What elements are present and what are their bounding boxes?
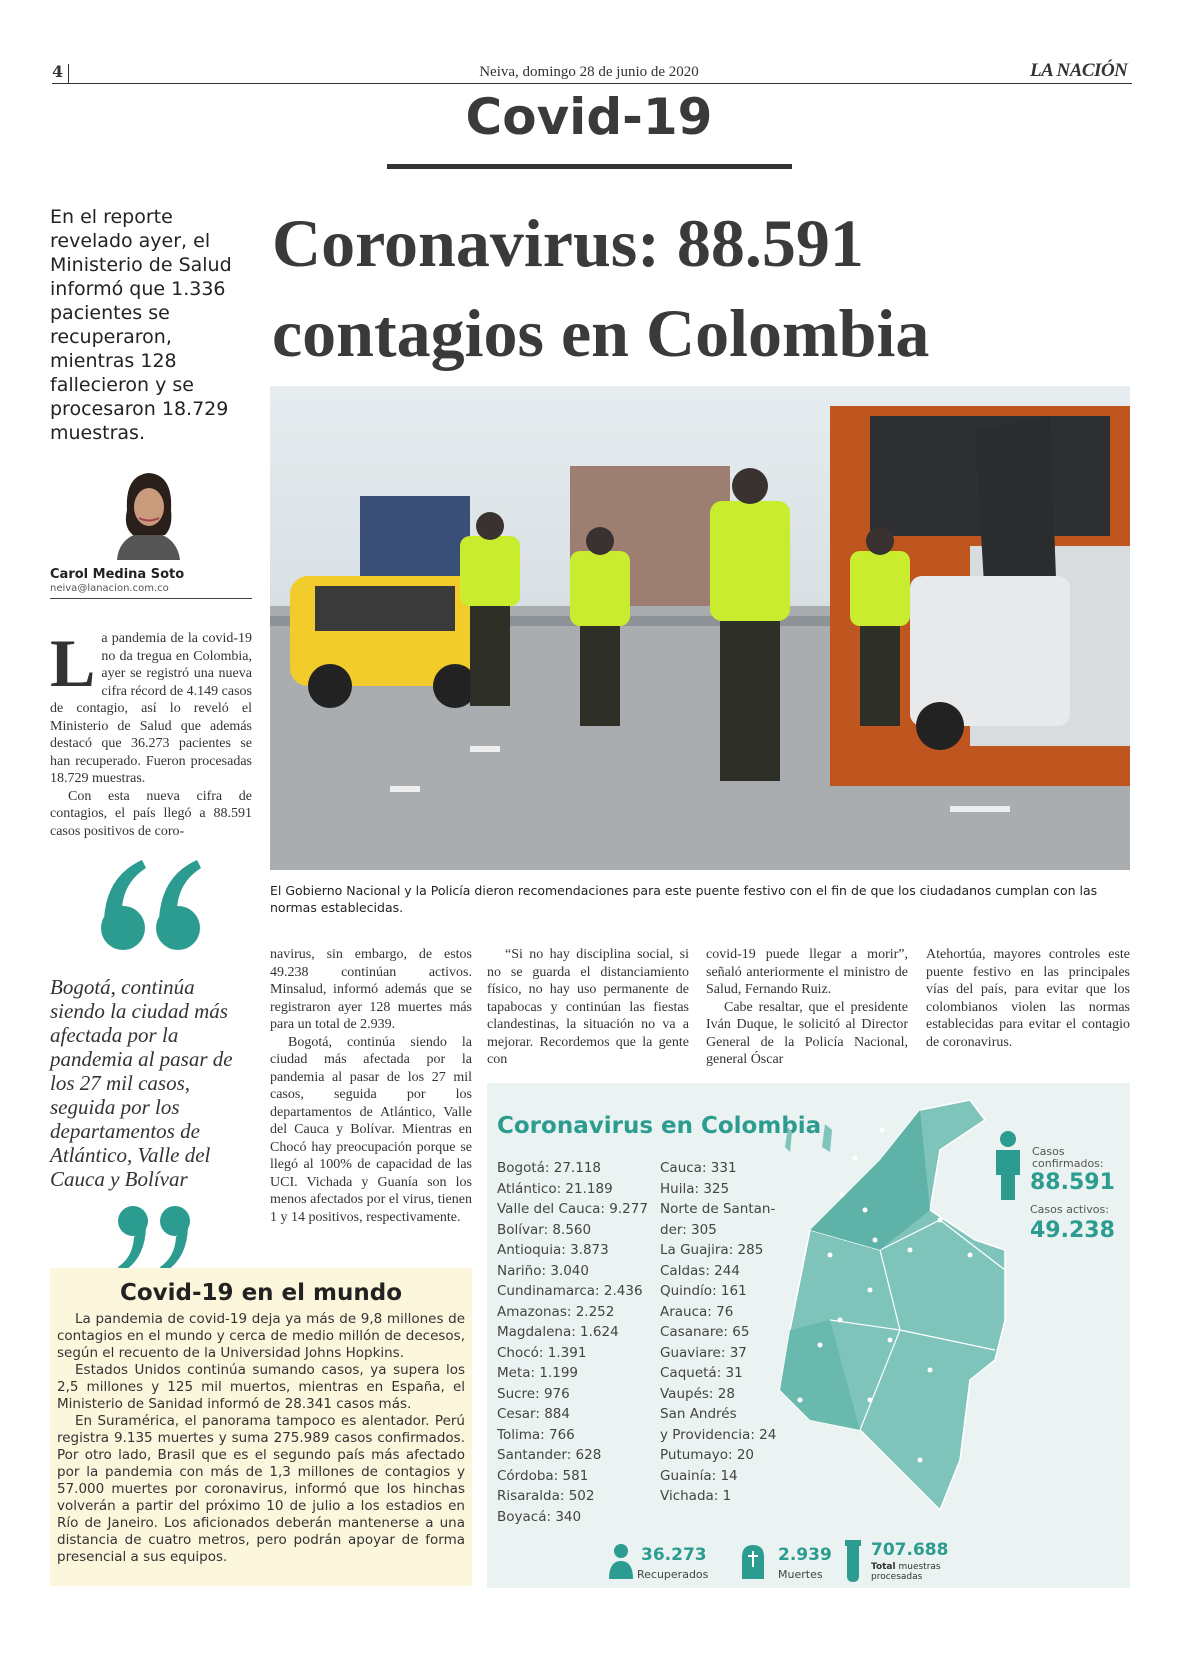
department-entry: Nariño: 3.040 [497, 1262, 589, 1279]
test-tube-icon [843, 1540, 863, 1582]
author-name: Carol Medina Soto [50, 567, 185, 582]
department-entry: Chocó: 1.391 [497, 1344, 587, 1361]
recovered-label: Recuperados [637, 1568, 709, 1581]
department-entry: Norte de Santan- [660, 1201, 776, 1217]
headline-line-1: Coronavirus: 88.591 [272, 205, 864, 281]
samples-value: 707.688 [871, 1540, 949, 1560]
date-line: Neiva, domingo 28 de junio de 2020 [479, 64, 699, 80]
recovered-value: 36.273 [641, 1545, 707, 1565]
department-entry: Huila: 325 [660, 1180, 730, 1197]
body-column-5 [926, 946, 1130, 1051]
body-col2-paragraph-1: navirus, sin embargo, de estos 49.238 continúan activos. Minsalud, informó además que se registraron ayer 128 muertes más para un total de 2.939. [270, 947, 472, 1032]
department-list-1 [497, 1158, 657, 1527]
department-entry: Caquetá: 31 [660, 1365, 743, 1381]
department-entry: Atlántico: 21.189 [497, 1180, 613, 1197]
body-col2-paragraph-2: Bogotá, continúa siendo la ciudad más afectada por la pandemia al pasar de los 27 mil casos, seguida por los departamentos de Atlántico, Valle del Cauca y Bolívar. Mientras en Chocó hay preocupación porque se llegó al 100% de capacidad de las UCI. Vichada y Guanía son los menos afectados por el virus, tienen 1 y 14 positivos, respectivamente. [270, 1034, 472, 1225]
department-entry: Bogotá: 27.118 [497, 1160, 601, 1176]
department-entry: Valle del Cauca: 9.277 [497, 1201, 648, 1217]
department-entry: Bolívar: 8.560 [497, 1221, 592, 1238]
body-column-1 [50, 625, 252, 840]
department-entry: Caldas: 244 [660, 1262, 740, 1279]
brand-logo: LA NACIÓN [1030, 60, 1128, 81]
world-sidebar-title: Covid-19 en el mundo [119, 1280, 403, 1306]
department-entry: Guainía: 14 [660, 1467, 738, 1484]
san-andres-islands [780, 1122, 840, 1162]
world-sidebar-text [57, 1311, 465, 1566]
samples-label-text: muestras procesadas [871, 1562, 941, 1582]
department-entry: Cauca: 331 [660, 1160, 737, 1176]
deaths-label: Muertes [778, 1568, 823, 1581]
author-rule [50, 598, 252, 599]
department-entry: Cundinamarca: 2.436 [497, 1283, 643, 1299]
department-entry: Casanare: 65 [660, 1324, 750, 1340]
department-entry: Amazonas: 2.252 [497, 1303, 615, 1320]
lede-summary: En el reporte revelado ayer, el Ministerio de Salud informó que 1.336 pacientes se recuperaron, mientras 128 fallecieron y se procesaron 18.729 muestras. [50, 206, 232, 444]
department-entry: Cesar: 884 [497, 1406, 570, 1422]
author-email: neiva@lanacion.com.co [50, 583, 169, 594]
department-entry: y Providencia: 24 [660, 1426, 777, 1443]
body-col3-text: “Si no hay disciplina social, si no se guarda el distanciamiento físico, no hay uso permanente de tapabocas y continúan las fiestas clandestinas, la situación no va a mejorar. Recordemos que la gente con [487, 947, 689, 1067]
department-entry: Boyacá: 340 [497, 1508, 582, 1525]
department-entry: Santander: 628 [497, 1447, 602, 1463]
author-photo [107, 465, 190, 560]
department-entry: Antioquia: 3.873 [497, 1242, 609, 1258]
world-paragraph-3: En Suramérica, el panorama tampoco es alentador. Perú registra 9.135 muertes y suma 275.989 casos confirmados. Por otro lado, Brasil que es el segundo país más afectado por la pandemia con más de 1,3 millones de contagios y 57.000 muertes por coronavirus, informó que los hinchas volverán a partir del próximo 10 de julio a los estadios en Río de Janeiro. Los aficionados deberán mantenerse a una distancia de cuatro metros, pero podrán apoyar de forma presencial a sus equipos. [57, 1413, 465, 1565]
department-entry: Risaralda: 502 [497, 1488, 595, 1504]
body-col5-text: Atehortúa, mayores controles este puente festivo en las principales vías del país, para evitar que los colombianos violen las normas establecidas para evitar el contagio de coronavirus. [926, 947, 1130, 1050]
body-column-4 [706, 946, 908, 1069]
department-entry: Córdoba: 581 [497, 1467, 589, 1484]
person-icon [990, 1130, 1026, 1200]
confirmed-label: Casos confirmados: [1032, 1145, 1104, 1170]
department-entry: der: 305 [660, 1221, 717, 1238]
headline-line-2: contagios en Colombia [272, 295, 930, 371]
confirmed-value: 88.591 [1030, 1170, 1115, 1195]
department-entry: San Andrés [660, 1406, 737, 1422]
headline [272, 198, 1152, 378]
section-rule [387, 164, 792, 169]
body-column-2 [270, 946, 472, 1226]
tombstone-icon [738, 1543, 768, 1579]
drop-cap: L [50, 625, 96, 701]
body-col4-paragraph-2: Cabe resaltar, que el presidente Iván Duque, le solicitó al Director General de la Policía Nacional, general Óscar [706, 999, 908, 1067]
department-entry: La Guajira: 285 [660, 1242, 764, 1258]
open-quote-icon [96, 858, 206, 953]
department-entry: Sucre: 976 [497, 1385, 570, 1402]
body-col4-paragraph-1: covid-19 puede llegar a morir”, señaló anteriormente el ministro de Salud, Fernando Ruiz. [706, 947, 908, 997]
department-entry: Tolima: 766 [497, 1426, 575, 1443]
body-column-3 [487, 946, 689, 1069]
header-rule [52, 83, 1132, 84]
department-entry: Guaviare: 37 [660, 1344, 747, 1361]
colombia-map [770, 1100, 1010, 1520]
police-checkpoint-photo [270, 386, 1130, 870]
section-title: Covid-19 [465, 88, 713, 146]
department-entry: Magdalena: 1.624 [497, 1324, 619, 1340]
recovered-person-icon [607, 1543, 635, 1579]
world-paragraph-2: Estados Unidos continúa sumando casos, ya supera los 2,5 millones y 125 mil muertos, mientras en España, el Ministerio de Sanidad informó de 28.341 casos más. [57, 1362, 465, 1412]
department-entry: Quindío: 161 [660, 1283, 747, 1299]
samples-label-bold: Total [871, 1562, 896, 1572]
department-entry: Arauca: 76 [660, 1303, 734, 1320]
world-paragraph-1: La pandemia de covid-19 deja ya más de 9,8 millones de contagios en el mundo y cerca de medio millón de decesos, según el recuento de la Universidad Johns Hopkins. [57, 1311, 465, 1361]
infographic-title: Coronavirus en Colombia [497, 1113, 822, 1139]
deaths-value: 2.939 [778, 1545, 832, 1565]
active-value: 49.238 [1030, 1218, 1115, 1243]
department-entry: Putumayo: 20 [660, 1447, 754, 1463]
department-entry: Meta: 1.199 [497, 1365, 579, 1381]
samples-label [871, 1562, 951, 1582]
close-quote-icon [115, 1205, 195, 1275]
page-number: 4 [52, 62, 64, 81]
body-col1-text: a pandemia de la covid-19 no da tregua en Colombia, ayer se registró una nueva cifra récord de 4.149 casos de contagio, así lo reveló el Ministerio de Salud que además destacó que 36.273 pacientes se han recuperado. Fueron procesadas 18.729 muestras. [50, 631, 252, 786]
body-col1-paragraph-2: Con esta nueva cifra de contagios, el país llegó a 88.591 casos positivos de coro- [50, 788, 252, 839]
active-label: Casos activos: [1030, 1203, 1109, 1216]
photo-caption: El Gobierno Nacional y la Policía dieron recomendaciones para este puente festivo con el fin de que los ciudadanos cumplan con las normas establecidas. [270, 883, 1098, 915]
pull-quote: Bogotá, continúa siendo la ciudad más afectada por la pandemia al pasar de los 27 mil casos, seguida por los departamentos de Atlántico, Valle del Cauca y Bolívar [50, 975, 233, 1191]
department-entry: Vaupés: 28 [660, 1385, 735, 1402]
department-entry: Vichada: 1 [660, 1488, 732, 1504]
